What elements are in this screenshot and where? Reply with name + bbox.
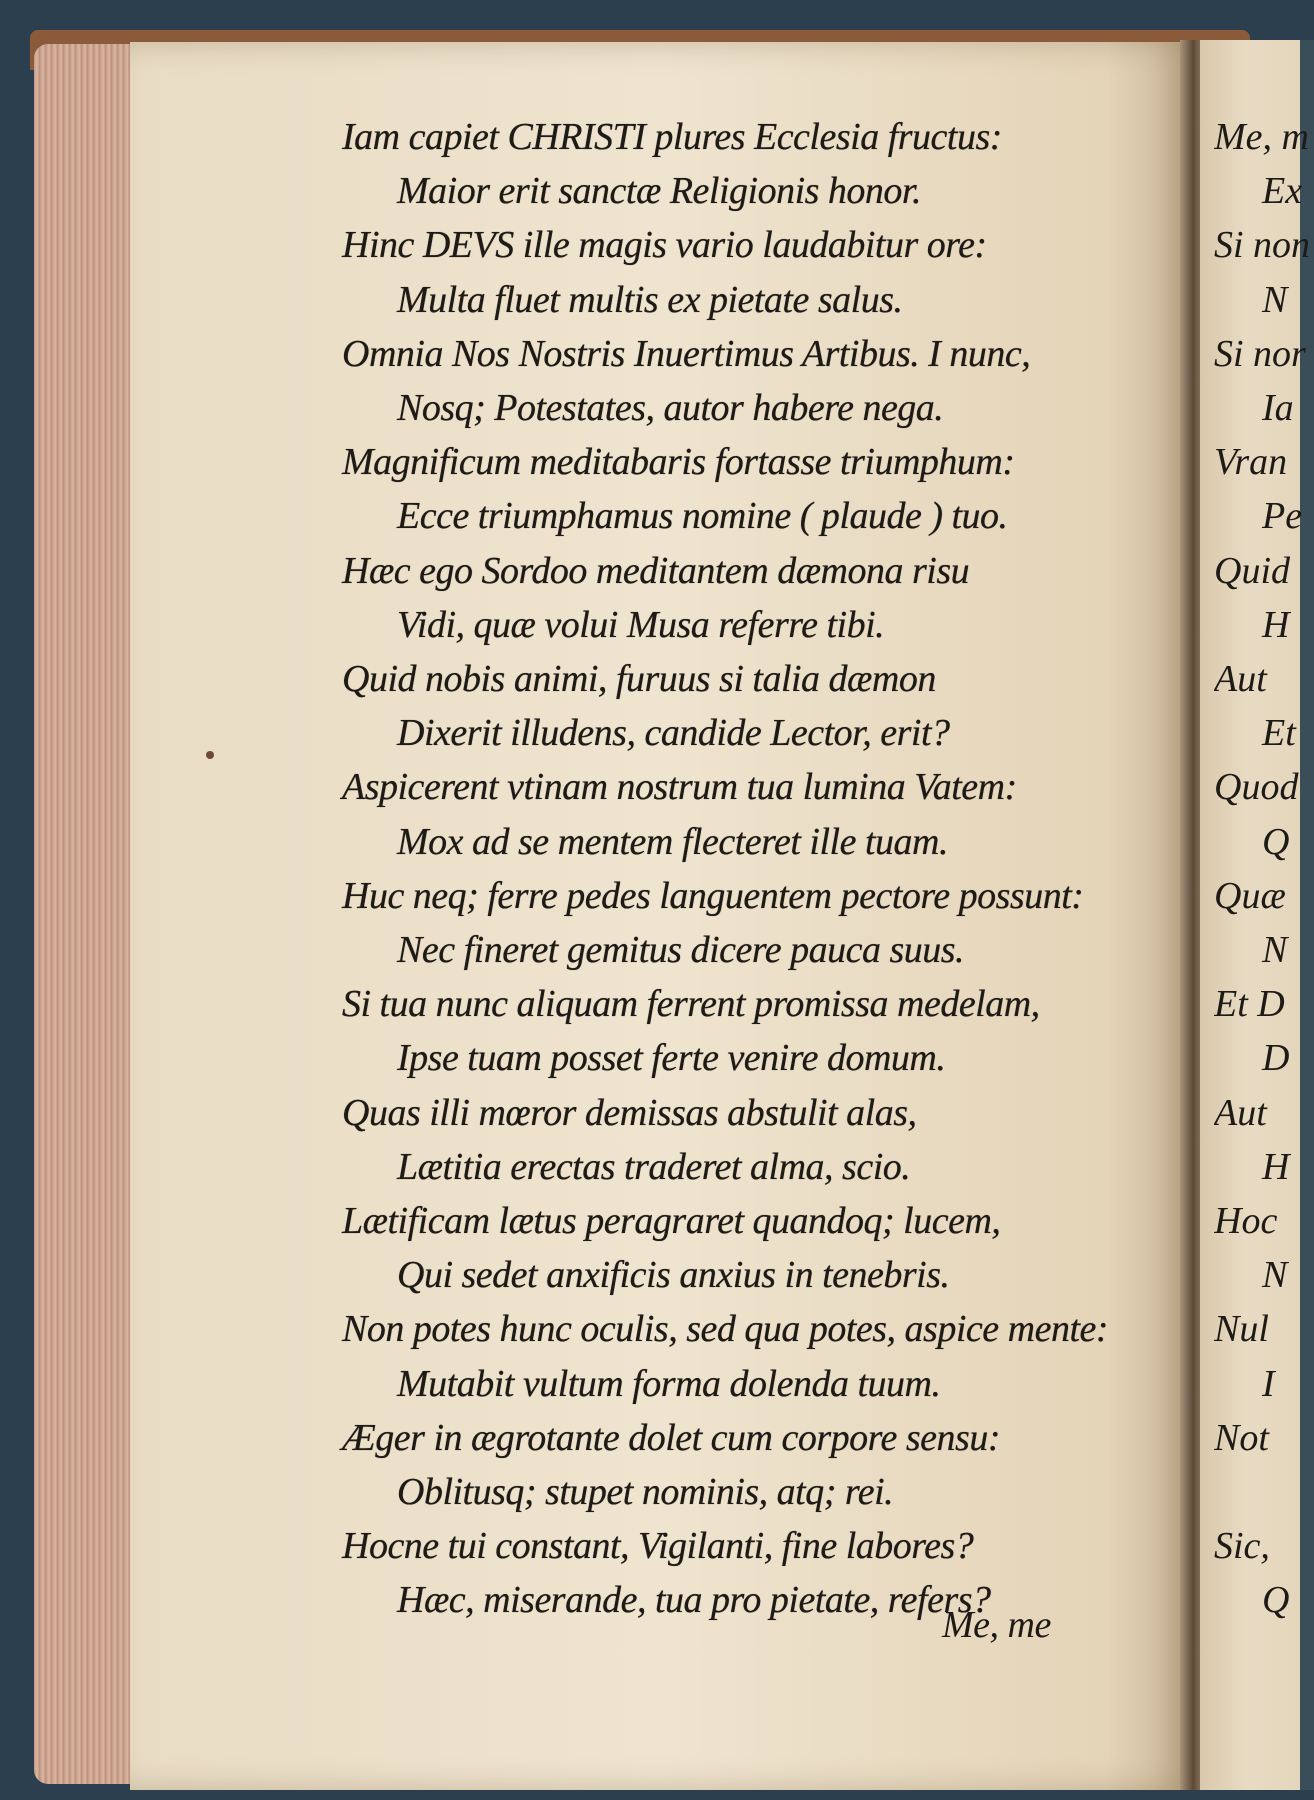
verse-line: Omnia Nos Nostris Inuertimus Artibus. I nunc, [342,332,1031,375]
right-page-line: Hoc [1214,1200,1278,1242]
verse-line: Oblitusq; stupet nominis, atq; rei. [397,1471,894,1513]
right-page-line: Aut [1214,1091,1267,1134]
right-page-line: Quæ [1214,874,1286,917]
verse-line: Iam capiet CHRISTI plures Ecclesia fructus: [342,116,1002,158]
right-page-line: Quid [1214,549,1290,592]
verse-line: Magnificum meditabaris fortasse triumphum: [342,441,1015,484]
right-page-line: Q [1262,1579,1290,1622]
verse-line: Huc neq; ferre pedes languentem pectore possunt: [342,874,1084,917]
verse-line: Non potes hunc oculis, sed qua potes, aspice mente: [342,1308,1109,1351]
right-page-line: Si nor [1214,332,1306,375]
right-page-line: Q [1262,820,1290,863]
verse-line: Si tua nunc aliquam ferrent promissa medelam, [342,983,1040,1026]
verse-line: Lætitia erectas traderet alma, scio. [397,1145,911,1188]
verse-line: Maior erit sanctæ Religionis honor. [397,170,921,213]
right-page-line: N [1262,278,1288,321]
verse-line: Æger in ægrotante dolet cum corpore sensu: [342,1416,1000,1459]
right-page-line: Pe [1262,495,1303,538]
verse-line: Qui sedet anxificis anxius in tenebris. [397,1254,950,1297]
verse-line: Dixerit illudens, candide Lector, erit? [397,712,950,755]
right-page-line: Not [1214,1416,1269,1459]
verse-line: Mox ad se mentem flecteret ille tuam. [397,820,948,863]
catchword: Me, me [942,1604,1051,1646]
right-page-line: Me, m [1214,116,1309,158]
right-page-text [1214,0,1314,1800]
verse-line: Vidi, quæ volui Musa referre tibi. [397,603,885,646]
right-page-line: Si non [1214,224,1311,267]
verse-line: Quid nobis animi, furuus si talia dæmon [342,658,936,700]
right-page-line: Nul [1214,1308,1269,1351]
book-gutter [1180,40,1202,1790]
verse-line: Hinc DEVS ille magis vario laudabitur ore: [342,224,987,267]
verse-line: Aspicerent vtinam nostrum tua lumina Vatem: [342,766,1017,809]
right-page-line: Ex [1262,170,1303,213]
right-page-line: Vran [1214,441,1288,484]
verse-line: Mutabit vultum forma dolenda tuum. [397,1362,941,1405]
right-page-line: Ia [1262,387,1294,429]
verse-line: Hæc, miserande, tua pro pietate, refers? [397,1579,991,1622]
verse-line: Ecce triumphamus nomine ( plaude ) tuo. [397,495,1008,538]
verse-line: Hocne tui constant, Vigilanti, fine labores? [342,1525,974,1568]
right-page-line: Sic, [1214,1525,1270,1568]
verse-line: Multa fluet multis ex pietate salus. [397,278,903,321]
verse-line: Quas illi mœror demissas abstulit alas, [342,1091,917,1134]
right-page-line: H [1262,603,1290,646]
verse-line: Ipse tuam posset ferte venire domum. [397,1037,946,1080]
right-page-line: D [1262,1037,1290,1080]
right-page-line: Et [1262,712,1296,755]
verse-line: Hæc ego Sordoo meditantem dæmona risu [342,549,970,592]
verse-line: Lætificam lætus peragraret quandoq; lucem, [342,1200,1001,1242]
verse-line: Nosq; Potestates, autor habere nega. [397,387,944,429]
right-page-line: Et D [1214,983,1285,1026]
right-page-line: Aut [1214,658,1267,700]
right-page-line: I [1262,1362,1275,1405]
right-page-line: H [1262,1145,1290,1188]
right-page-line: N [1262,1254,1288,1297]
right-page-line: N [1262,929,1288,971]
verse-line: Nec fineret gemitus dicere pauca suus. [397,929,965,971]
right-page-line: Quod [1214,766,1299,809]
